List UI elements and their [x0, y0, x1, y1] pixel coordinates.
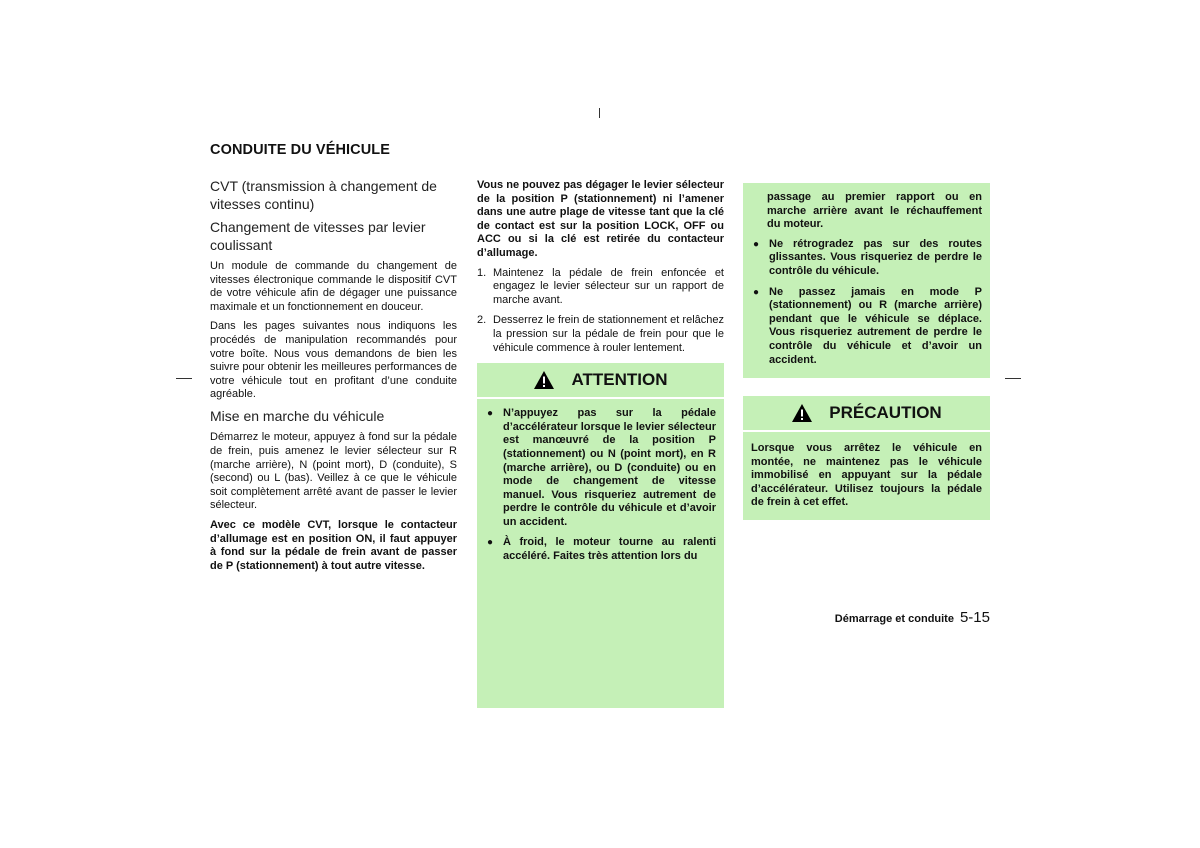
bullet-text: À froid, le moteur tourne au ralenti accéléré. Faites très attention lors du	[503, 536, 716, 563]
bullet-text: Ne rétrogradez pas sur des routes glissantes. Vous risqueriez de perdre le contrôle du véhicule.	[769, 237, 982, 277]
continuation-text: passage au premier rapport ou en marche arrière avant le réchauffement du moteur.	[767, 191, 982, 231]
bullet-icon: ●	[487, 408, 494, 420]
step-text: Desserrez le frein de stationnement et relâchez la pression sur la pédale de frein pour que le véhicule commence à rouler lentement.	[493, 314, 724, 354]
attention-body	[477, 399, 724, 573]
column-1	[210, 178, 457, 579]
list-item	[751, 238, 982, 279]
warning-triangle-icon	[533, 370, 555, 390]
bullet-icon: ●	[753, 286, 760, 298]
list-item	[485, 407, 716, 529]
list-item	[477, 267, 724, 308]
crop-mark-left	[176, 378, 192, 379]
step-text: Maintenez la pédale de frein enfoncée et engagez le levier sélecteur sur un rapport de marche avant.	[493, 266, 724, 306]
column-3	[743, 183, 990, 520]
paragraph-cvt-module: Un module de commande du changement de vitesses électronique commande le dispositif CVT de votre véhicule afin de dégager une puissance maximale et un fonctionnement en douceur.	[210, 260, 457, 313]
crop-mark-top	[599, 108, 600, 118]
precaution-text: Lorsque vous arrêtez le véhicule en montée, ne maintenez pas le véhicule immobilisé en appuyant sur la pédale d’accélérateur. Utilisez toujours la pédale de frein à cet effet.	[751, 442, 982, 509]
continuation-bullets	[751, 238, 982, 367]
attention-continuation-box	[743, 183, 990, 378]
bullet-icon: ●	[487, 537, 494, 549]
heading-starting-vehicle: Mise en marche du véhicule	[210, 407, 385, 424]
attention-title: ATTENTION	[571, 370, 668, 390]
bullet-text: N’appuyez pas sur la pédale d’accélérateur lorsque le levier sélecteur est manœuvré de la position P (stationnement) ou N (point mort), en R (marche arrière), ou D (conduite) ou en mode de changement de vitesse manuel. Vous risqueriez autrement de perdre le contrôle du véhicule et d’avoir un accident.	[503, 407, 716, 528]
heading-gear-lever: Changement de vitesses par levier coulissant	[210, 219, 426, 253]
steps-list	[477, 267, 724, 356]
paragraph-procedures: Dans les pages suivantes nous indiquons les procédés de manipulation recommandés pour votre boîte. Nous vous demandons de bien les suivre pour obtenir les meilleures performances de votre véhicule tout en profitant d’une conduite agréable.	[210, 320, 458, 401]
crop-mark-right	[1005, 378, 1021, 379]
list-item	[477, 314, 724, 355]
section-title: CONDUITE DU VÉHICULE	[210, 142, 391, 158]
precaution-title: PRÉCAUTION	[829, 403, 942, 423]
list-item	[751, 286, 982, 368]
precaution-header	[743, 396, 990, 432]
list-item	[485, 536, 716, 563]
paragraph-start-engine: Démarrez le moteur, appuyez à fond sur la pédale de frein, puis amenez le levier sélecteur sur R (marche arrière), N (point mort), D (conduite), S (second) ou L (bas). Veillez à ce que le véhicule soit complètement arrêté avant de passer le levier sélecteur.	[210, 431, 457, 512]
paragraph-cvt-notice: Avec ce modèle CVT, lorsque le contacteur d’allumage est en position ON, il faut appuyer à fond sur la pédale de frein avant de passer de P (stationnement) à tout autre vitesse.	[210, 519, 457, 572]
attention-box	[477, 363, 724, 708]
precaution-box	[743, 396, 990, 520]
warning-triangle-icon	[791, 403, 813, 423]
chapter-name: Démarrage et conduite	[834, 613, 954, 625]
step-number: 1.	[477, 266, 487, 279]
heading-cvt: CVT (transmission à changement de vitesses continu)	[210, 178, 437, 212]
attention-bullets	[485, 407, 716, 564]
step-number: 2.	[477, 314, 487, 327]
page-number: 5-15	[959, 609, 990, 626]
page-footer	[835, 609, 990, 626]
column-2	[477, 179, 724, 708]
paragraph-key-notice: Vous ne pouvez pas dégager le levier sélecteur de la position P (stationnement) ni l’amener dans une autre plage de vitesse tant que la clé de contact est sur la position LOCK, OFF ou ACC ou si la clé est retirée du contacteur d’allumage.	[477, 179, 724, 259]
attention-header	[477, 363, 724, 399]
bullet-text: Ne passez jamais en mode P (stationnement) ou R (marche arrière) pendant que le véhicule se déplace. Vous risqueriez autrement de perdre le contrôle du véhicule et d’avoir un accident.	[769, 285, 982, 366]
bullet-icon: ●	[753, 238, 760, 250]
